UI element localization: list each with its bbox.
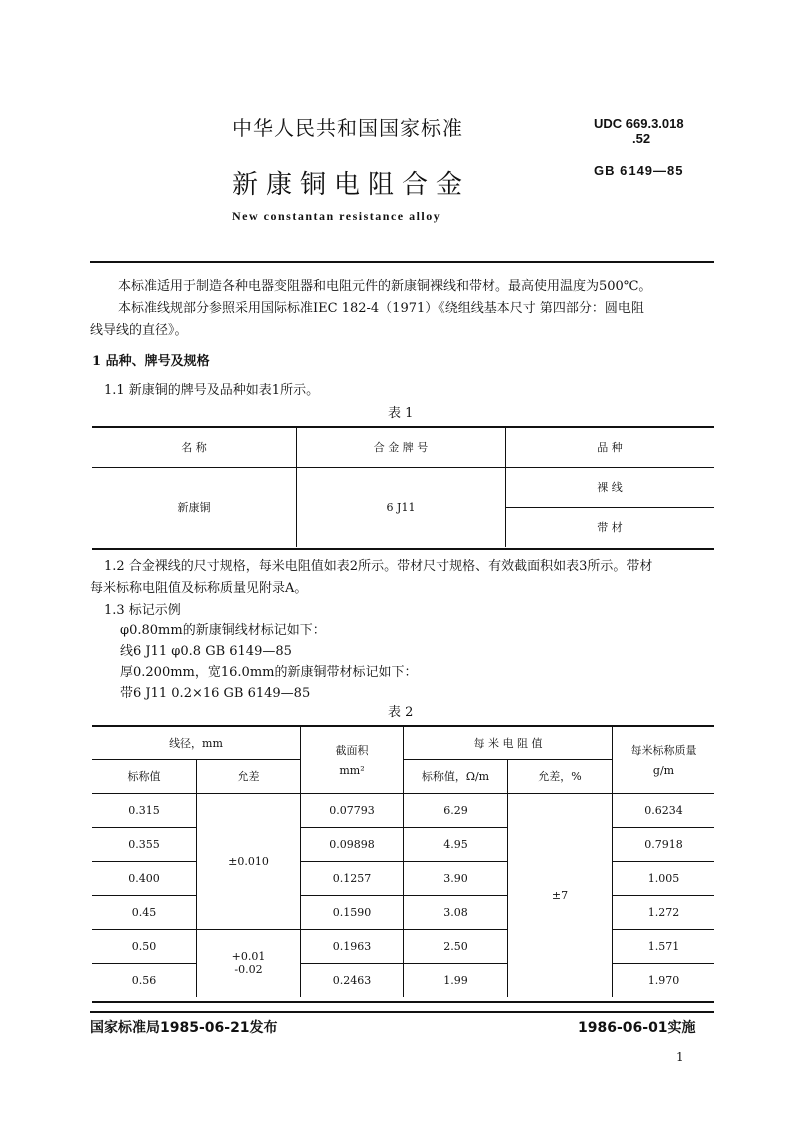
page-number: 1 [676,1050,684,1064]
cell-resistance: 4.95 [404,827,508,861]
table-row [92,895,714,929]
gb-number: GB 6149—85 [594,163,684,178]
cell-mass: 0.7918 [613,827,715,861]
table-1-caption: 表 1 [388,406,414,421]
footer-divider [90,1011,714,1013]
intro-paragraph-1: 本标准适用于制造各种电器变阻器和电阻元件的新康铜裸线和带材。最高使用温度为500℃。 [118,279,652,294]
cell-diameter: 0.400 [92,861,197,895]
document-title-cn: 新康铜电阻合金 [232,170,471,200]
table-2-header-diameter: 线径，mm [92,727,301,759]
document-title-en: New constantan resistance alloy [232,209,442,223]
example-4: 带6 J11 0.2×16 GB 6149—85 [120,686,311,701]
table-2-header-r-tolerance: 允差，% [508,759,613,793]
section-1-2a: 1.2 合金裸线的尺寸规格，每米电阻值如表2所示。带材尺寸规格、有效截面积如表3所示。带材 [104,559,653,574]
table-2-header-area [301,727,404,793]
cell-mass: 1.571 [613,929,715,963]
table-2-header-tolerance: 允差 [197,759,301,793]
udc-line-1: UDC 669.3.018 [594,116,684,131]
cell-tolerance-b-minus: -0.02 [234,963,263,977]
cell-tolerance-b [197,929,301,997]
cell-area: 0.09898 [301,827,404,861]
table-2-header-nominal: 标称值 [92,759,197,793]
table-row [92,793,714,827]
example-3: 厚0.200mm，宽16.0mm的新康铜带材标记如下： [120,665,418,680]
table-2-bottom-rule [92,1001,714,1003]
section-1-1: 1.1 新康铜的牌号及品种如表1所示。 [104,383,320,398]
header-divider [90,261,714,263]
cell-area: 0.1257 [301,861,404,895]
table-1-cell-variety-wire: 裸 线 [506,467,715,507]
cell-resistance: 3.08 [404,895,508,929]
cell-area: 0.1590 [301,895,404,929]
table-1 [92,428,714,547]
table-row [92,963,714,997]
effective-date: 1986-06-01实施 [578,1020,696,1036]
cell-mass: 1.005 [613,861,715,895]
table-1-header-name: 名 称 [92,428,297,467]
section-1-3: 1.3 标记示例 [104,603,181,618]
cell-tolerance-b-plus: +0.01 [231,950,266,964]
example-2: 线6 J11 φ0.8 GB 6149—85 [120,644,292,659]
cell-diameter: 0.315 [92,793,197,827]
example-1: φ0.80mm的新康铜线材标记如下： [120,623,326,638]
standard-title: 中华人民共和国国家标准 [232,116,463,140]
table-1-bottom-rule [92,548,714,550]
cell-diameter: 0.355 [92,827,197,861]
cell-mass: 1.970 [647,973,680,987]
intro-paragraph-2b: 线导线的直径》。 [90,323,188,338]
cell-resistance: 2.50 [404,929,508,963]
cell-tolerance-a: ±0.010 [197,793,301,929]
udc-line-2: .52 [632,131,651,146]
cell-resistance-tolerance: ±7 [508,793,613,997]
cell-diameter: 0.45 [92,895,197,929]
table-2-header-resistance: 每 米 电 阻 值 [404,727,613,759]
table-2-header-area-unit: mm² [339,764,365,778]
intro-paragraph-2a: 本标准线规部分参照采用国际标准IEC 182-4（1971）《绕组线基本尺寸 第四部分：圆电阻 [118,301,644,316]
table-2 [92,727,714,997]
cell-resistance: 3.90 [404,861,508,895]
cell-mass: 1.272 [613,895,715,929]
issued-date: 国家标准局1985-06-21发布 [90,1020,278,1036]
cell-area: 0.07793 [301,793,404,827]
table-2-header-mass-unit: g/m [652,764,675,778]
cell-diameter: 0.50 [92,929,197,963]
table-row [92,861,714,895]
cell-resistance: 6.29 [404,793,508,827]
section-1-2b: 每米标称电阻值及标称质量见附录A。 [90,581,308,596]
table-2-header-mass [613,727,715,793]
table-1-cell-variety-strip: 带 材 [597,521,623,535]
section-1-heading: 1 品种、牌号及规格 [92,354,210,369]
table-row [92,827,714,861]
table-1-header-variety: 品 种 [506,428,715,467]
cell-mass: 0.6234 [613,793,715,827]
udc-number [594,116,684,146]
cell-area: 0.1963 [301,929,404,963]
cell-area: 0.2463 [301,963,404,997]
table-2-header-area-label: 截面积 [335,744,369,758]
cell-diameter: 0.56 [92,963,197,997]
table-row [92,929,714,963]
table-2-caption: 表 2 [388,705,414,720]
table-2-header-r-nominal: 标称值，Ω/m [404,759,508,793]
table-1-cell-name: 新康铜 [92,467,297,547]
table-1-header-grade: 合 金 牌 号 [297,428,506,467]
table-2-header-mass-label: 每米标称质量 [630,744,697,758]
cell-resistance: 1.99 [404,963,508,997]
table-1-cell-grade: 6 J11 [297,467,506,547]
